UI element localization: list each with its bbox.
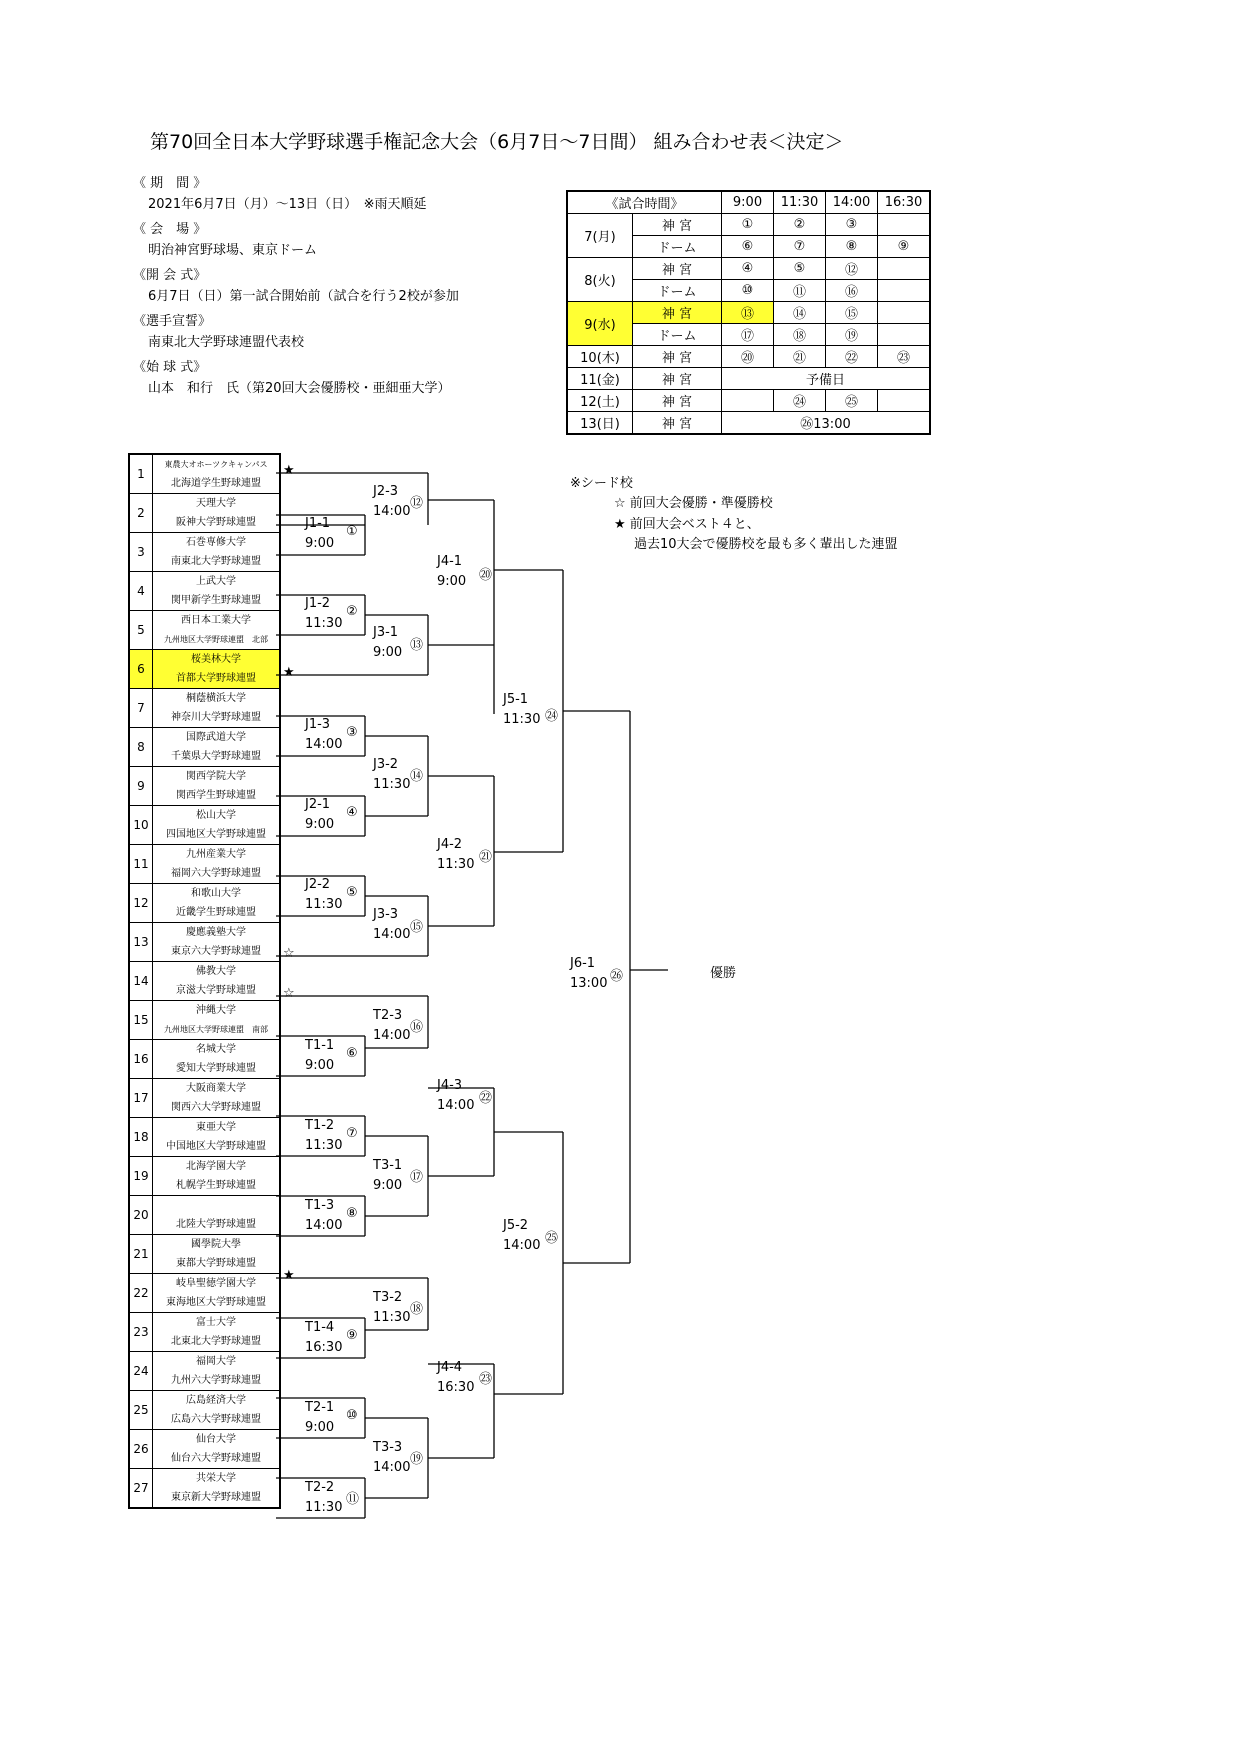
schedule-cell: ⑱ <box>774 324 826 346</box>
school-name: 関西学院大学 <box>186 771 246 782</box>
match-number: ⑳ <box>479 568 493 583</box>
match-time: 11:30 <box>305 616 343 631</box>
match-label: J2-1 <box>305 797 331 812</box>
league-name: 北東北大学野球連盟 <box>171 1336 261 1347</box>
schedule-cell: ㉔ <box>774 390 826 412</box>
match-time: 9:00 <box>305 817 335 832</box>
match-time: 14:00 <box>373 1460 411 1475</box>
match-label: T1-4 <box>305 1320 335 1335</box>
league-name: 中国地区大学野球連盟 <box>166 1141 266 1152</box>
match-label: J4-1 <box>437 554 463 569</box>
final-day-cell: ㉖13:00 <box>722 412 931 435</box>
match-number: ㉒ <box>479 1091 493 1106</box>
school-name: 慶應義塾大学 <box>186 927 246 938</box>
team-number: 21 <box>129 1235 153 1274</box>
schedule-cell: ⑥ <box>722 236 774 258</box>
match-number: ⑨ <box>346 1328 358 1343</box>
match-number: ⑧ <box>346 1206 358 1221</box>
oath-heading: 《選手宣誓》 <box>133 314 212 329</box>
match-time: 11:30 <box>305 1138 343 1153</box>
legend-title: ※シード校 <box>570 476 633 491</box>
match-label: J4-4 <box>437 1360 463 1375</box>
match-number: ⑱ <box>410 1302 424 1317</box>
schedule-venue: 神 宮 <box>633 390 722 412</box>
match-number: ⑯ <box>410 1020 424 1035</box>
league-name: 九州六大学野球連盟 <box>171 1375 261 1386</box>
league-name: 阪神大学野球連盟 <box>176 517 256 528</box>
match-number: ㉓ <box>479 1372 493 1387</box>
team-number: 4 <box>129 572 153 611</box>
team-number: 3 <box>129 533 153 572</box>
team-number: 9 <box>129 767 153 806</box>
match-number: ⑬ <box>410 638 424 653</box>
league-name: 広島六大学野球連盟 <box>171 1414 261 1425</box>
first-pitch-heading: 《始 球 式》 <box>133 360 207 375</box>
match-time: 16:30 <box>437 1380 475 1395</box>
schedule-cell: ⑫ <box>826 258 878 280</box>
team-number: 17 <box>129 1079 153 1118</box>
venue-heading: 《 会 場 》 <box>133 222 207 237</box>
match-time: 9:00 <box>305 1420 335 1435</box>
page-title: 第70回全日本大学野球選手権記念大会（6月7日～7日間） 組み合わせ表＜決定＞ <box>150 131 844 153</box>
school-name: 福岡大学 <box>196 1356 236 1367</box>
match-label: J2-3 <box>373 484 399 499</box>
team-number: 18 <box>129 1118 153 1157</box>
match-number: ② <box>346 604 358 619</box>
team-number: 6 <box>129 650 153 689</box>
seed-mark-white: ☆ <box>283 986 295 1001</box>
league-name: 北海道学生野球連盟 <box>171 478 261 489</box>
schedule-venue: 神 宮 <box>633 302 722 324</box>
match-label: T1-2 <box>305 1118 335 1133</box>
school-name: 東農大オホーツクキャンパス <box>164 460 268 469</box>
schedule-cell: ㉕ <box>826 390 878 412</box>
schedule-cell: ⑦ <box>774 236 826 258</box>
league-name: 福岡六大学野球連盟 <box>171 868 261 879</box>
match-number: ⑫ <box>410 496 424 511</box>
time-header: 11:30 <box>774 191 826 214</box>
league-name: 東海地区大学野球連盟 <box>166 1297 266 1308</box>
match-time: 9:00 <box>373 645 403 660</box>
school-name: 富士大学 <box>196 1317 236 1328</box>
match-time: 14:00 <box>373 927 411 942</box>
match-number: ④ <box>346 805 358 820</box>
schedule-cell: ⑧ <box>826 236 878 258</box>
match-time: 9:00 <box>305 536 335 551</box>
league-name: 神奈川大学野球連盟 <box>171 712 261 723</box>
team-number: 26 <box>129 1430 153 1469</box>
match-time: 14:00 <box>503 1238 541 1253</box>
team-number: 11 <box>129 845 153 884</box>
schedule-venue: ドーム <box>633 324 722 346</box>
schedule-date: 8(火) <box>567 258 633 302</box>
schedule-cell: ⑭ <box>774 302 826 324</box>
match-label: J5-1 <box>503 692 529 707</box>
match-time: 11:30 <box>503 712 541 727</box>
school-name: 上武大学 <box>196 576 236 587</box>
oath-value: 南東北大学野球連盟代表校 <box>148 335 305 350</box>
match-label: T3-2 <box>373 1290 403 1305</box>
team-number: 20 <box>129 1196 153 1235</box>
team-number: 27 <box>129 1469 153 1509</box>
match-label: J4-2 <box>437 837 463 852</box>
schedule-cell: ⑨ <box>878 236 931 258</box>
team-number: 13 <box>129 923 153 962</box>
match-number: ㉑ <box>479 850 493 865</box>
seed-mark-black: ★ <box>283 463 295 478</box>
match-label: T1-1 <box>305 1038 335 1053</box>
reserve-day-cell: 予備日 <box>722 368 931 390</box>
match-label: J1-2 <box>305 596 331 611</box>
league-name: 南東北大学野球連盟 <box>171 556 261 567</box>
school-name: 東亜大学 <box>196 1122 236 1133</box>
match-time: 14:00 <box>373 504 411 519</box>
match-number: ⑤ <box>346 885 358 900</box>
legend-white-seed: ☆ 前回大会優勝・準優勝校 <box>614 496 773 511</box>
team-number: 7 <box>129 689 153 728</box>
legend-black-seed: ★ 前回大会ベスト４と、 <box>614 517 760 532</box>
match-label: J3-3 <box>373 907 399 922</box>
schedule-date: 9(水) <box>567 302 633 346</box>
league-name: 東京六大学野球連盟 <box>171 946 261 957</box>
match-number: ⑥ <box>346 1046 358 1061</box>
match-number: ① <box>346 524 358 539</box>
schedule-date: 11(金) <box>567 368 633 390</box>
team-number: 16 <box>129 1040 153 1079</box>
team-number: 2 <box>129 494 153 533</box>
match-time: 11:30 <box>305 897 343 912</box>
match-label: T1-3 <box>305 1198 335 1213</box>
school-name: 仙台大学 <box>196 1434 236 1445</box>
school-name: 國學院大學 <box>191 1239 241 1250</box>
team-number: 19 <box>129 1157 153 1196</box>
schedule-venue: 神 宮 <box>633 412 722 435</box>
school-name: 岐阜聖徳学園大学 <box>176 1278 256 1289</box>
match-number: ⑩ <box>346 1408 358 1423</box>
match-number: ⑲ <box>410 1452 424 1467</box>
league-name: 千葉県大学野球連盟 <box>171 751 261 762</box>
match-time: 14:00 <box>305 737 343 752</box>
match-label: J6-1 <box>570 956 596 971</box>
match-label: J3-1 <box>373 625 399 640</box>
team-number: 12 <box>129 884 153 923</box>
opening-heading: 《開 会 式》 <box>133 268 207 283</box>
team-number: 8 <box>129 728 153 767</box>
team-number: 5 <box>129 611 153 650</box>
league-name: 関西六大学野球連盟 <box>171 1102 261 1113</box>
schedule-cell: ⑬ <box>722 302 774 324</box>
team-number: 24 <box>129 1352 153 1391</box>
match-label: J4-3 <box>437 1078 463 1093</box>
time-header: 9:00 <box>722 191 774 214</box>
school-name: 大阪商業大学 <box>186 1083 246 1094</box>
schedule-cell: ㉓ <box>878 346 931 368</box>
league-name: 東都大学野球連盟 <box>176 1258 256 1269</box>
match-time: 11:30 <box>373 777 411 792</box>
schedule-venue: ドーム <box>633 236 722 258</box>
match-time: 14:00 <box>305 1218 343 1233</box>
period-heading: 《 期 間 》 <box>133 176 207 191</box>
seed-mark-black: ★ <box>283 665 295 680</box>
match-label: T2-3 <box>373 1008 403 1023</box>
match-number: ③ <box>346 725 358 740</box>
league-name: 首都大学野球連盟 <box>176 673 256 684</box>
school-name: 桐蔭横浜大学 <box>186 693 246 704</box>
schedule-header-label: 《試合時間》 <box>567 191 722 214</box>
match-time: 11:30 <box>305 1500 343 1515</box>
period-value: 2021年6月7日（月）～13日（日） ※雨天順延 <box>148 197 427 212</box>
schedule-date: 7(月) <box>567 214 633 258</box>
school-name: 沖縄大学 <box>196 1005 236 1016</box>
first-pitch-value: 山本 和行 氏（第20回大会優勝校・亜細亜大学） <box>148 381 451 396</box>
schedule-cell: ③ <box>826 214 878 236</box>
school-name: 広島経済大学 <box>186 1395 246 1406</box>
match-time: 11:30 <box>373 1310 411 1325</box>
schedule-cell: ⑤ <box>774 258 826 280</box>
schedule-cell: ② <box>774 214 826 236</box>
match-time: 16:30 <box>305 1340 343 1355</box>
schedule-cell: ㉑ <box>774 346 826 368</box>
team-number: 1 <box>129 454 153 494</box>
match-time: 11:30 <box>437 857 475 872</box>
champion-label: 優勝 <box>710 966 737 981</box>
match-label: J3-2 <box>373 757 399 772</box>
legend-black-seed-detail: 過去10大会で優勝校を最も多く輩出した連盟 <box>634 537 898 552</box>
team-number: 10 <box>129 806 153 845</box>
school-name: 石巻専修大学 <box>186 537 246 548</box>
match-number: ㉖ <box>610 969 624 984</box>
league-name: 九州地区大学野球連盟 北部 <box>164 635 268 644</box>
schedule-cell: ① <box>722 214 774 236</box>
team-number: 14 <box>129 962 153 1001</box>
match-time: 13:00 <box>570 976 608 991</box>
match-number: ⑮ <box>410 920 424 935</box>
league-name: 関西学生野球連盟 <box>176 790 256 801</box>
seed-mark-black: ★ <box>283 1268 295 1283</box>
schedule-venue: 神 宮 <box>633 346 722 368</box>
schedule-cell: ④ <box>722 258 774 280</box>
team-number: 22 <box>129 1274 153 1313</box>
school-name: 松山大学 <box>196 810 236 821</box>
team-number: 15 <box>129 1001 153 1040</box>
match-number: ㉕ <box>545 1231 559 1246</box>
match-number: ㉔ <box>545 709 559 724</box>
school-name: 九州産業大学 <box>186 849 246 860</box>
opening-value: 6月7日（日）第一試合開始前（試合を行う2校が参加 <box>148 289 459 304</box>
match-time: 9:00 <box>305 1058 335 1073</box>
match-label: J1-3 <box>305 717 331 732</box>
match-number: ⑪ <box>346 1492 360 1507</box>
schedule-date: 10(木) <box>567 346 633 368</box>
time-header: 16:30 <box>878 191 931 214</box>
match-label: J1-1 <box>305 516 331 531</box>
match-label: J5-2 <box>503 1218 529 1233</box>
team-number: 25 <box>129 1391 153 1430</box>
schedule-cell: ⑪ <box>774 280 826 302</box>
match-label: T2-1 <box>305 1400 335 1415</box>
school-name: 名城大学 <box>196 1044 236 1055</box>
seed-mark-white: ☆ <box>283 946 295 961</box>
league-name: 愛知大学野球連盟 <box>176 1063 256 1074</box>
school-name: 佛教大学 <box>196 966 236 977</box>
schedule-cell: ⑰ <box>722 324 774 346</box>
match-number: ⑦ <box>346 1126 358 1141</box>
league-name: 九州地区大学野球連盟 南部 <box>164 1025 268 1034</box>
schedule-cell: ⑳ <box>722 346 774 368</box>
school-name: 桜美林大学 <box>191 654 241 665</box>
schedule-venue: ドーム <box>633 280 722 302</box>
league-name: 東京新大学野球連盟 <box>171 1492 261 1503</box>
schedule-date: 13(日) <box>567 412 633 435</box>
school-name: 西日本工業大学 <box>181 615 251 626</box>
match-label: J2-2 <box>305 877 331 892</box>
schedule-venue: 神 宮 <box>633 214 722 236</box>
school-name: 天理大学 <box>196 498 236 509</box>
schedule-date: 12(土) <box>567 390 633 412</box>
match-label: T2-2 <box>305 1480 335 1495</box>
team-number: 23 <box>129 1313 153 1352</box>
league-name: 札幌学生野球連盟 <box>176 1180 256 1191</box>
schedule-cell: ⑩ <box>722 280 774 302</box>
schedule-venue: 神 宮 <box>633 368 722 390</box>
league-name: 四国地区大学野球連盟 <box>166 829 266 840</box>
school-name: 北海学園大学 <box>186 1161 246 1172</box>
schedule-cell: ⑮ <box>826 302 878 324</box>
match-time: 14:00 <box>437 1098 475 1113</box>
match-label: T3-3 <box>373 1440 403 1455</box>
schedule-cell: ㉒ <box>826 346 878 368</box>
school-name: 国際武道大学 <box>186 732 246 743</box>
venue-value: 明治神宮野球場、東京ドーム <box>148 243 318 258</box>
match-label: T3-1 <box>373 1158 403 1173</box>
league-name: 京滋大学野球連盟 <box>176 985 256 996</box>
league-name: 仙台六大学野球連盟 <box>171 1453 261 1464</box>
school-name: 和歌山大学 <box>191 888 241 899</box>
league-name: 北陸大学野球連盟 <box>176 1219 256 1230</box>
match-time: 9:00 <box>373 1178 403 1193</box>
match-time: 9:00 <box>437 574 467 589</box>
schedule-venue: 神 宮 <box>633 258 722 280</box>
schedule-cell: ⑯ <box>826 280 878 302</box>
time-header: 14:00 <box>826 191 878 214</box>
league-name: 近畿学生野球連盟 <box>176 907 256 918</box>
school-name: 共栄大学 <box>196 1473 236 1484</box>
league-name: 関甲新学生野球連盟 <box>171 595 261 606</box>
match-number: ⑰ <box>410 1170 424 1185</box>
match-time: 14:00 <box>373 1028 411 1043</box>
schedule-cell: ⑲ <box>826 324 878 346</box>
match-number: ⑭ <box>410 769 424 784</box>
